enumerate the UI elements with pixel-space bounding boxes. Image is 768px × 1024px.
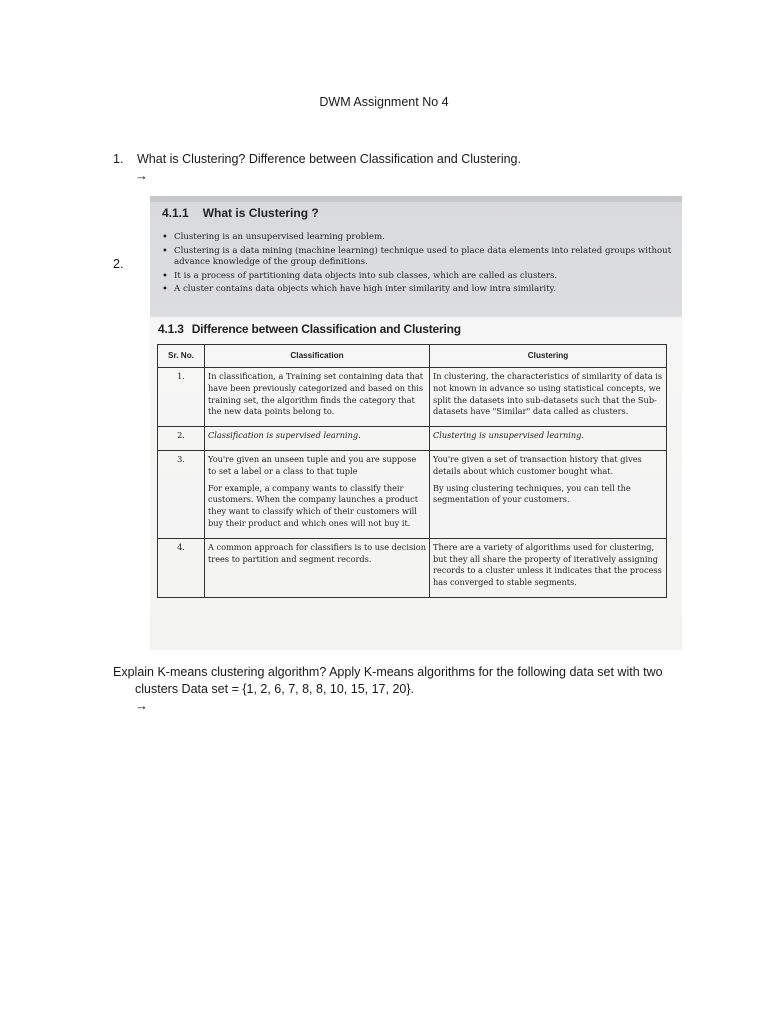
- answer-arrow-1: →: [135, 168, 148, 183]
- cell-clustering: [430, 450, 667, 538]
- bullet-item: • Clustering is an unsupervised learning problem.: [160, 232, 680, 244]
- table-row: [158, 538, 667, 597]
- answer-arrow-3: →: [135, 698, 148, 713]
- cell-sr-no: 4.: [158, 538, 205, 597]
- table-header-row: [158, 345, 667, 368]
- cell-classification: [205, 450, 430, 538]
- cell-clustering: [430, 538, 667, 597]
- section-title: What is Clustering ?: [202, 206, 319, 220]
- cell-paragraph: There are a variety of algorithms used for clustering, but they all share the property of iteratively assigning records to a cluster unless it indicates that the process has converged to stable segments.: [433, 541, 662, 588]
- bullet-item: • It is a process of partitioning data objects into sub classes, which are called as clusters.: [160, 271, 680, 283]
- cell-clustering: [430, 427, 667, 451]
- cell-paragraph: You're given a set of transaction history that gives details about which customer bought what.: [433, 453, 642, 476]
- header-clustering: Clustering: [430, 345, 667, 368]
- question-1: [113, 152, 521, 166]
- question-3-line-2: clusters Data set = {1, 2, 6, 7, 8, 8, 10, 15, 17, 20}.: [135, 682, 414, 696]
- photo-top-edge: [150, 196, 682, 202]
- cell-paragraph: In clustering, the characteristics of similarity of data is not known in advance so using statistical concepts, we split the datasets into sub-datasets such that the Sub-datasets have "Similar" data called as clusters.: [433, 371, 663, 417]
- table-row: [158, 368, 667, 427]
- bullet-item: • A cluster contains data objects which have high inter similarity and low intra similarity.: [160, 284, 680, 296]
- cell-sr-no: 1.: [158, 368, 205, 427]
- section-heading-difference: [158, 322, 461, 336]
- header-classification: Classification: [205, 345, 430, 368]
- textbook-photo: [150, 196, 682, 650]
- cell-classification: [205, 427, 430, 451]
- cell-classification: [205, 538, 430, 597]
- cell-paragraph: For example, a company wants to classify their customers. When the company launches a product they want to classify which of their customers will buy their product and which ones will not buy it.: [208, 482, 419, 528]
- question-3: [113, 664, 713, 698]
- cell-sr-no: 3.: [158, 450, 205, 538]
- clustering-bullet-list: [160, 232, 680, 298]
- section-title: Difference between Classification and Clustering: [191, 322, 461, 336]
- question-1-text: What is Clustering? Difference between Classification and Clustering.: [137, 152, 521, 166]
- cell-clustering: [430, 368, 667, 427]
- bullet-item: • Clustering is a data mining (machine learning) technique used to place data elements into related groups without advance knowledge of the group definitions.: [160, 246, 680, 269]
- section-number: 4.1.1: [162, 206, 189, 220]
- comparison-table: [157, 344, 667, 598]
- header-sr-no: Sr. No.: [158, 345, 205, 368]
- table-row: [158, 450, 667, 538]
- cell-paragraph: By using clustering techniques, you can tell the segmentation of your customers.: [433, 482, 631, 505]
- question-1-number: 1.: [113, 152, 124, 166]
- document-title: DWM Assignment No 4: [319, 95, 449, 109]
- cell-sr-no: 2.: [158, 427, 205, 451]
- cell-classification: [205, 368, 430, 427]
- section-heading-what-is-clustering: [162, 206, 319, 220]
- question-3-line-1: Explain K-means clustering algorithm? Apply K-means algorithms for the following data set with two: [113, 665, 663, 679]
- section-number: 4.1.3: [158, 322, 184, 336]
- question-2-number: 2.: [113, 257, 124, 271]
- cell-paragraph: Clustering is unsupervised learning.: [433, 430, 584, 441]
- table-row: [158, 427, 667, 451]
- cell-paragraph: Classification is supervised learning.: [208, 430, 361, 441]
- cell-paragraph: You're given an unseen tuple and you are suppose to set a label or a class to that tuple: [208, 453, 417, 476]
- cell-paragraph: In classification, a Training set containing data that have been previously categorized and based on this training set, the algorithm finds the category that the new data points belong to.: [208, 371, 424, 417]
- cell-paragraph: A common approach for classifiers is to use decision trees to partition and segment records.: [208, 541, 427, 564]
